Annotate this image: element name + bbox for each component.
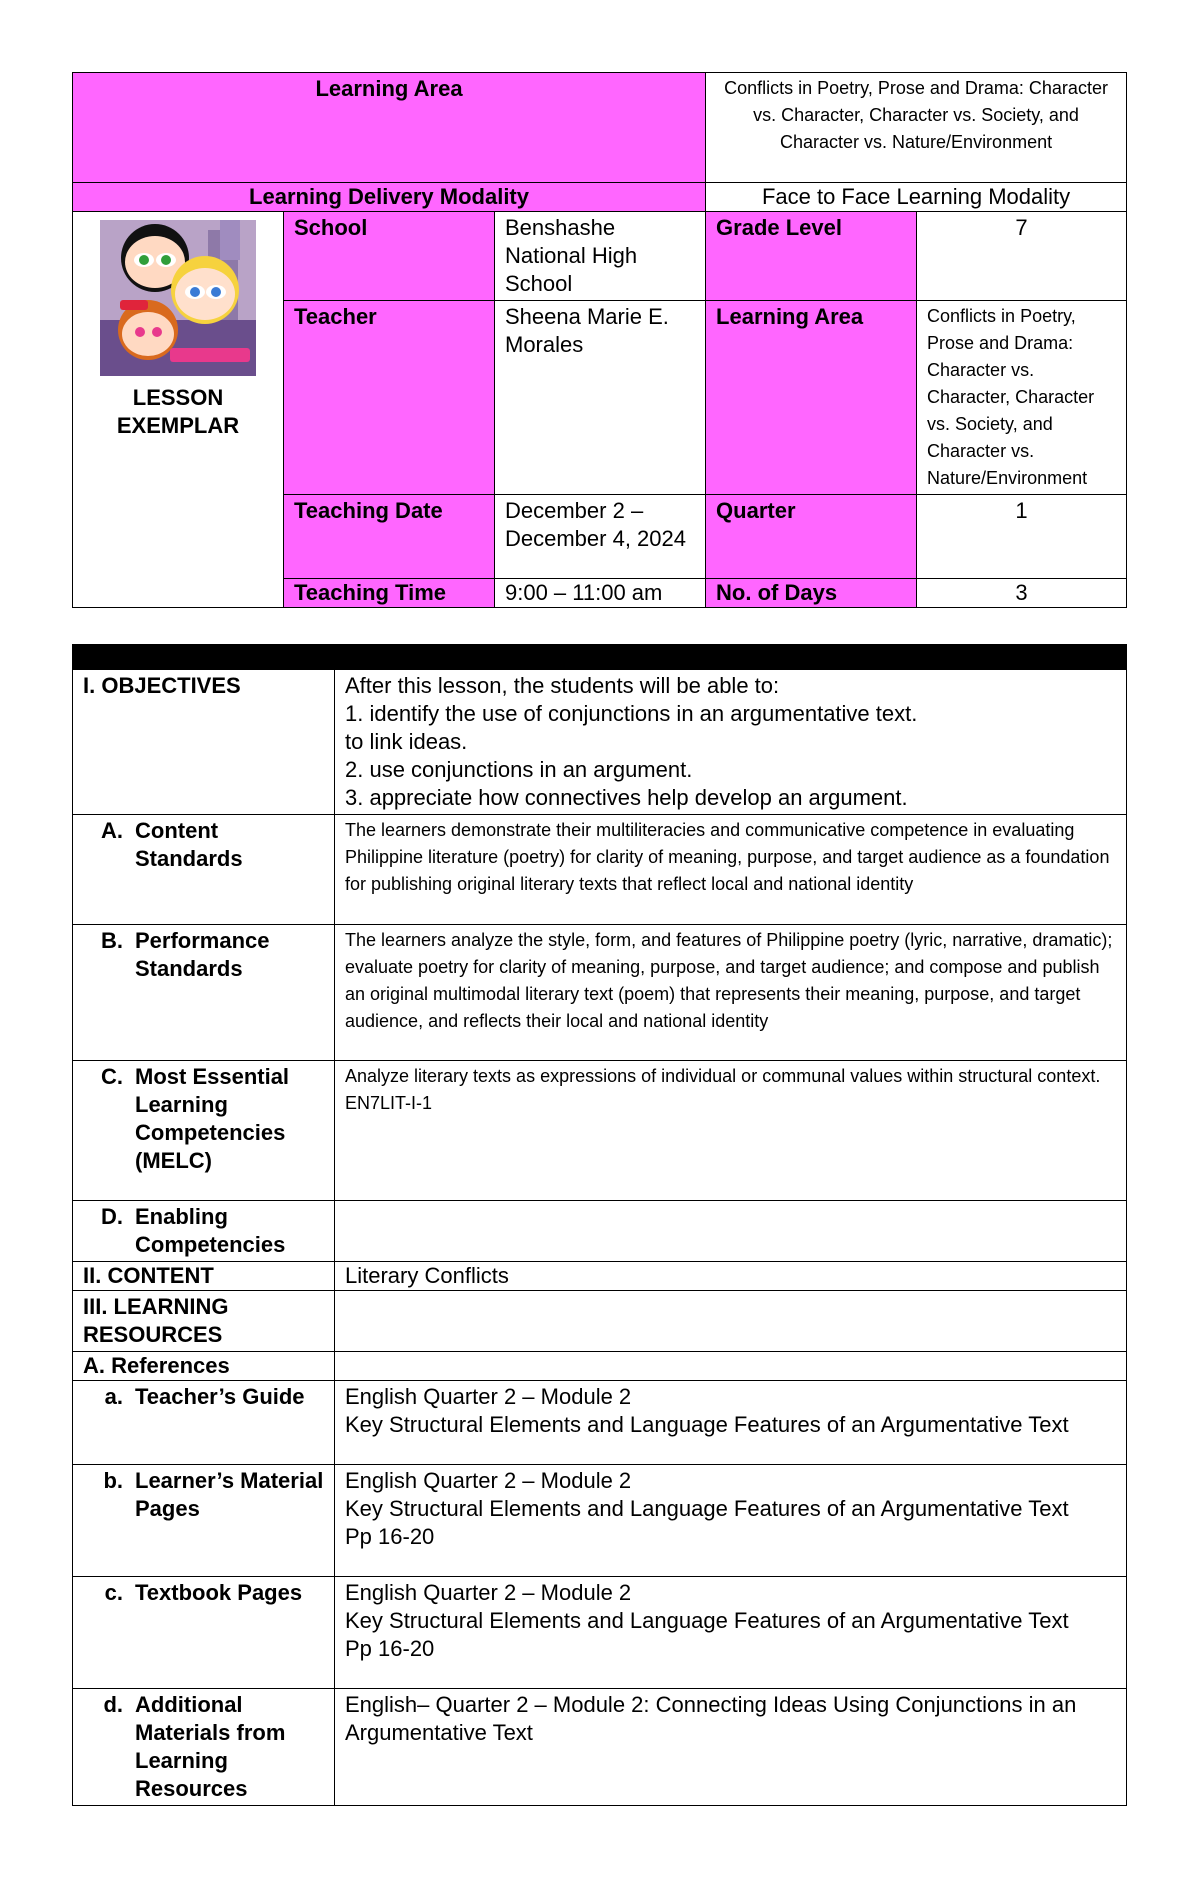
- content-standards-label: Content Standards: [135, 818, 243, 871]
- content-label-cell: [73, 1262, 335, 1291]
- textbook-line: Pp 16-20: [345, 1636, 435, 1661]
- content-standards-index: A.: [101, 818, 123, 843]
- date-value: December 2 – December 4, 2024: [505, 498, 686, 551]
- days-label-cell: [706, 579, 917, 608]
- references-value-cell: [335, 1352, 1127, 1381]
- quarter-value: 1: [1015, 498, 1028, 523]
- teacher-value-cell: [495, 301, 706, 495]
- modality-value: Face to Face Learning Modality: [761, 184, 1071, 209]
- area2-value-cell: [917, 301, 1127, 495]
- teacher-label: Teacher: [294, 304, 377, 329]
- melc-index: C.: [101, 1064, 123, 1089]
- learners-material-label: Learner’s Material Pages: [135, 1468, 324, 1521]
- area2-label: Learning Area: [716, 304, 864, 329]
- time-label: Teaching Time: [294, 580, 447, 605]
- melc-code: EN7LIT-I-1: [345, 1093, 433, 1113]
- enabling-label: Enabling Competencies: [135, 1204, 286, 1257]
- grade-label-cell: [706, 212, 917, 301]
- resources-label-cell: [73, 1291, 335, 1352]
- learning-area-label-cell: [73, 73, 706, 183]
- quarter-value-cell: [917, 495, 1127, 579]
- school-value-cell: [495, 212, 706, 301]
- days-value-cell: [917, 579, 1127, 608]
- melc-value: Analyze literary texts as expressions of individual or communal values within structural context.: [345, 1066, 1101, 1086]
- melc-label-cell: [73, 1061, 335, 1201]
- performance-standards-label-cell: [73, 925, 335, 1061]
- learners-material-line: Pp 16-20: [345, 1524, 435, 1549]
- textbook-index: c.: [104, 1580, 123, 1605]
- lesson-header-table: [72, 72, 1127, 608]
- objective-line: 1. identify the use of conjunctions in an argumentative text.: [345, 701, 918, 726]
- school-value: Benshashe National High School: [505, 215, 638, 296]
- exemplar-label: EXEMPLAR: [116, 413, 240, 438]
- learners-material-label-cell: [73, 1465, 335, 1577]
- content-value: Literary Conflicts: [345, 1263, 509, 1288]
- logo-cell: [73, 212, 284, 608]
- area2-label-cell: [706, 301, 917, 495]
- time-label-cell: [284, 579, 495, 608]
- resources-value-cell: [335, 1291, 1127, 1352]
- learning-area-value: Conflicts in Poetry, Prose and Drama: Character vs. Character, Character vs. Society, and Character vs. Nature/Environment: [724, 78, 1108, 152]
- enabling-value-cell: [335, 1201, 1127, 1262]
- time-value-cell: [495, 579, 706, 608]
- time-value: 9:00 – 11:00 am: [505, 580, 663, 605]
- content-standards-value: The learners demonstrate their multiliteracies and communicative competence in evaluating Philippine literature (poetry) for clarity of meaning, purpose, and target audience as a foundation for publishing original literary texts that reflect local and national identity: [345, 820, 1110, 894]
- date-label: Teaching Date: [294, 498, 443, 523]
- modality-label: Learning Delivery Modality: [249, 184, 529, 209]
- content-standards-label-cell: [73, 815, 335, 925]
- objective-line: to link ideas.: [345, 729, 468, 754]
- textbook-label-cell: [73, 1577, 335, 1689]
- modality-value-cell: [706, 183, 1127, 212]
- learners-material-index: b.: [103, 1468, 123, 1493]
- lesson-body-table: [72, 644, 1127, 1806]
- textbook-value-cell: [335, 1577, 1127, 1689]
- teachers-guide-line: English Quarter 2 – Module 2: [345, 1384, 632, 1409]
- additional-materials-label: Additional Materials from Learning Resources: [135, 1692, 286, 1801]
- performance-standards-label: Performance Standards: [135, 928, 270, 981]
- area2-value: Conflicts in Poetry, Prose and Drama: Character vs. Character, Character vs. Society, and Character vs. Nature/Environment: [927, 306, 1095, 488]
- textbook-label: Textbook Pages: [135, 1580, 303, 1605]
- melc-value-cell: [335, 1061, 1127, 1201]
- teachers-guide-label: Teacher’s Guide: [135, 1384, 305, 1409]
- teachers-guide-line: Key Structural Elements and Language Features of an Argumentative Text: [345, 1412, 1069, 1437]
- objective-line: 2. use conjunctions in an argument.: [345, 757, 693, 782]
- school-label: School: [294, 215, 368, 240]
- content-standards-value-cell: [335, 815, 1127, 925]
- objectives-label: I. OBJECTIVES: [83, 673, 241, 698]
- objective-line: After this lesson, the students will be able to:: [345, 673, 780, 698]
- teacher-value: Sheena Marie E. Morales: [505, 304, 669, 357]
- content-value-cell: [335, 1262, 1127, 1291]
- learning-area-value-cell: [706, 73, 1127, 183]
- modality-label-cell: [73, 183, 706, 212]
- performance-standards-value-cell: [335, 925, 1127, 1061]
- lesson-label: LESSON: [132, 385, 224, 410]
- resources-label: III. LEARNING RESOURCES: [83, 1294, 229, 1347]
- objectives-label-cell: [73, 670, 335, 815]
- content-label: II. CONTENT: [83, 1263, 214, 1288]
- references-label-cell: [73, 1352, 335, 1381]
- teachers-guide-label-cell: [73, 1381, 335, 1465]
- teacher-label-cell: [284, 301, 495, 495]
- powerpuff-girls-image: [100, 220, 256, 376]
- grade-value: 7: [1015, 215, 1028, 240]
- additional-materials-value-cell: [335, 1689, 1127, 1806]
- textbook-line: English Quarter 2 – Module 2: [345, 1580, 632, 1605]
- performance-standards-value: The learners analyze the style, form, and features of Philippine poetry (lyric, narrative, dramatic); evaluate poetry for clarity of meaning, purpose, and target audience; and compose and publish an original multimodal literary text (poem) that represents their meaning, purpose, and target audience, and reflects their local and national identity: [345, 930, 1113, 1031]
- enabling-index: D.: [101, 1204, 123, 1229]
- melc-label: Most Essential Learning Competencies (MELC): [135, 1064, 290, 1173]
- additional-materials-label-cell: [73, 1689, 335, 1806]
- grade-value-cell: [917, 212, 1127, 301]
- quarter-label-cell: [706, 495, 917, 579]
- school-label-cell: [284, 212, 495, 301]
- quarter-label: Quarter: [716, 498, 796, 523]
- black-header-bar: [73, 645, 1127, 670]
- learners-material-line: Key Structural Elements and Language Features of an Argumentative Text: [345, 1496, 1069, 1521]
- textbook-line: Key Structural Elements and Language Features of an Argumentative Text: [345, 1608, 1069, 1633]
- days-label: No. of Days: [716, 580, 838, 605]
- date-label-cell: [284, 495, 495, 579]
- additional-materials-index: d.: [103, 1692, 123, 1717]
- learners-material-value-cell: [335, 1465, 1127, 1577]
- enabling-label-cell: [73, 1201, 335, 1262]
- teachers-guide-value-cell: [335, 1381, 1127, 1465]
- date-value-cell: [495, 495, 706, 579]
- days-value: 3: [1015, 580, 1028, 605]
- objective-line: 3. appreciate how connectives help develop an argument.: [345, 785, 908, 810]
- additional-materials-line: English– Quarter 2 – Module 2: Connecting Ideas Using Conjunctions in an Argumentative Text: [345, 1692, 1077, 1745]
- references-label: A. References: [83, 1353, 230, 1378]
- learners-material-line: English Quarter 2 – Module 2: [345, 1468, 632, 1493]
- teachers-guide-index: a.: [104, 1384, 123, 1409]
- grade-label: Grade Level: [716, 215, 842, 240]
- learning-area-label: Learning Area: [315, 76, 463, 101]
- performance-standards-index: B.: [101, 928, 123, 953]
- objectives-value-cell: [335, 670, 1127, 815]
